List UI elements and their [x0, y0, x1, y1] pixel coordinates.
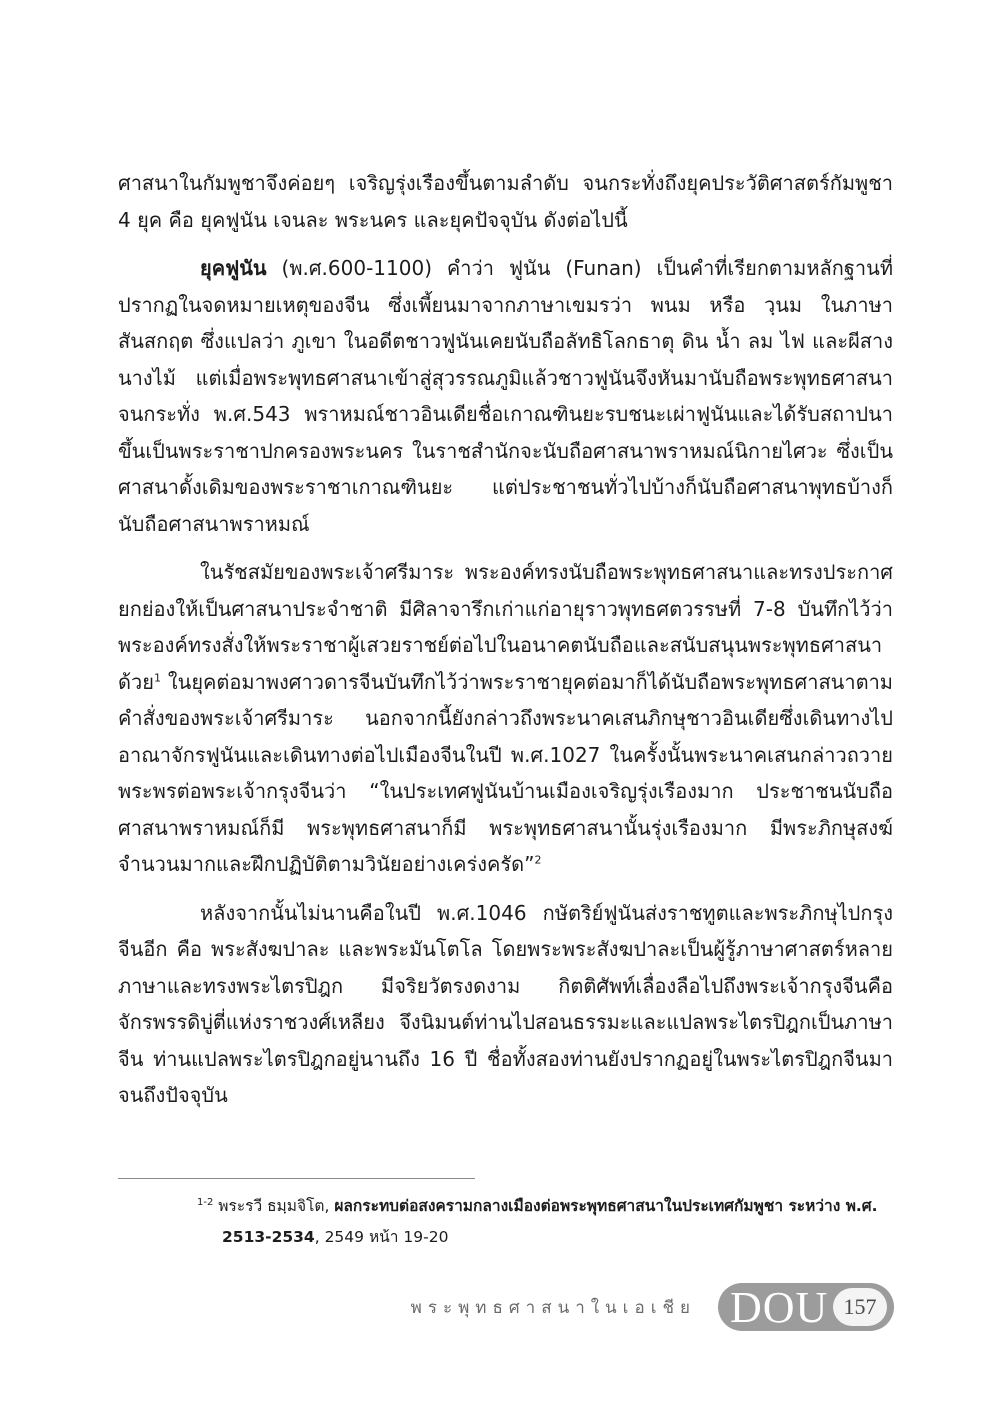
dou-badge — [718, 1283, 894, 1331]
footnote-divider — [118, 1178, 475, 1179]
footnote-title: ผลกระทบต่อสงครามกลางเมืองต่อพระพุทธศาสนาในประเทศกัมพูชา ระหว่าง พ.ศ. 2513-2534 — [222, 1197, 878, 1246]
section-heading-funan: ยุคฟูนัน — [200, 256, 267, 280]
footnote — [197, 1191, 887, 1253]
page-number: 157 — [833, 1288, 887, 1326]
footnote-details: , 2549 หน้า 19-20 — [314, 1228, 449, 1246]
paragraph-1: ศาสนาในกัมพูชาจึงค่อยๆ เจริญรุ่งเรืองขึ้นตามลำดับ จนกระทั่งถึงยุคประวัติศาสตร์กัมพูชา 4 ยุค คือ ยุคฟูนัน เจนละ พระนคร และยุคปัจจุบัน ดังต่อไปนี้ — [118, 171, 893, 232]
paragraph-2 — [118, 250, 893, 542]
paragraph-2-text: (พ.ศ.600-1100) คำว่า ฟูนัน (Funan) เป็นคำที่เรียกตามหลักฐานที่ปรากฏในจดหมายเหตุของจีน ซึ่งเพี้ยนมาจากภาษาเขมรว่า พนม หรือ วฺนม ในภาษาสันสกฤต ซึ่งแปลว่า ภูเขา ในอดีตชาวฟูนันเคยนับถือลัทธิโลกธาตุ ดิน น้ำ ลม ไฟ และผีสางนางไม้ แต่เมื่อพระพุทธศาสนาเข้าสู่สุวรรณภูมิแล้วชาวฟูนันจึงหันมานับถือพระพุทธศาสนา จนกระทั่ง พ.ศ.543 พราหมณ์ชาวอินเดียชื่อเกาณฑินยะรบชนะเผ่าฟูนันและได้รับสถาปนาขึ้นเป็นพระราชาปกครองพระนคร ในราชสำนักจะนับถือศาสนาพราหมณ์นิกายไศวะ ซึ่งเป็นศาสนาดั้งเดิมของพระราชาเกาณฑินยะ แต่ประชาชนทั่วไปบ้างก็นับถือศาสนาพุทธบ้างก็นับถือศาสนาพราหมณ์ — [118, 256, 893, 536]
paragraph-4: หลังจากนั้นไม่นานคือในปี พ.ศ.1046 กษัตริย์ฟูนันส่งราชทูตและพระภิกษุไปกรุงจีนอีก คือ พระสังฆปาละ และพระมันโตโล โดยพระพระสังฆปาละเป็นผู้รู้ภาษาศาสตร์หลายภาษาและทรงพระไตรปิฎก มีจริยวัตรงดงาม กิตติศัพท์เลื่องลือไปถึงพระเจ้ากรุงจีนคือ จักรพรรดิบู่ตี่แห่งราชวงศ์เหลียง จึงนิมนต์ท่านไปสอนธรรมะและแปลพระไตรปิฎกเป็นภาษาจีน ท่านแปลพระไตรปิฎกอยู่นานถึง 16 ปี ชื่อทั้งสองท่านยังปรากฏอยู่ในพระไตรปิฎกจีนมาจนถึงปัจจุบัน — [118, 900, 893, 1107]
paragraph-3 — [118, 554, 893, 883]
footnote-ref-1: 1 — [153, 670, 161, 684]
footnote-marker: 1-2 — [197, 1196, 214, 1208]
footnote-author: พระรวี ธมฺมจิโต, — [213, 1197, 335, 1215]
running-footer-title: พระพุทธศาสนาในเอเชีย — [410, 1298, 696, 1318]
paragraph-3-text-a: ในรัชสมัยของพระเจ้าศรีมาระ พระองค์ทรงนับถือพระพุทธศาสนาและทรงประกาศยกย่องให้เป็นศาสนาประจำชาติ มีศิลาจารึกเก่าแก่อายุราวพุทธศตวรรษที่ 7-8 บันทึกไว้ว่าพระองค์ทรงสั่งให้พระราชาผู้เสวยราชย์ต่อไปในอนาคตนับถือและสนับสนุนพระพุทธศาสนาด้วย — [118, 560, 893, 694]
footnote-ref-2: 2 — [534, 853, 542, 867]
main-text — [118, 165, 893, 1114]
paragraph-3-text-b: ในยุคต่อมาพงศาวดารจีนบันทึกไว้ว่าพระราชายุคต่อมาก็ได้นับถือพระพุทธศาสนาตามคำสั่งของพระเจ้าศรีมาระ นอกจากนี้ยังกล่าวถึงพระนาคเสนภิกษุชาวอินเดียซึ่งเดินทางไปอาณาจักรฟูนันและเดินทางต่อไปเมืองจีนในปี พ.ศ.1027 ในครั้งนั้นพระนาคเสนกล่าวถวายพระพรต่อพระเจ้ากรุงจีนว่า “ในประเทศฟูนันบ้านเมืองเจริญรุ่งเรืองมาก ประชาชนนับถือศาสนาพราหมณ์ก็มี พระพุทธศาสนาก็มี พระพุทธศาสนานั้นรุ่งเรืองมาก มีพระภิกษุสงฆ์จำนวนมากและฝึกปฏิบัติตามวินัยอย่างเคร่งครัด” — [118, 669, 893, 876]
dou-logo-text: DOU — [730, 1283, 829, 1332]
